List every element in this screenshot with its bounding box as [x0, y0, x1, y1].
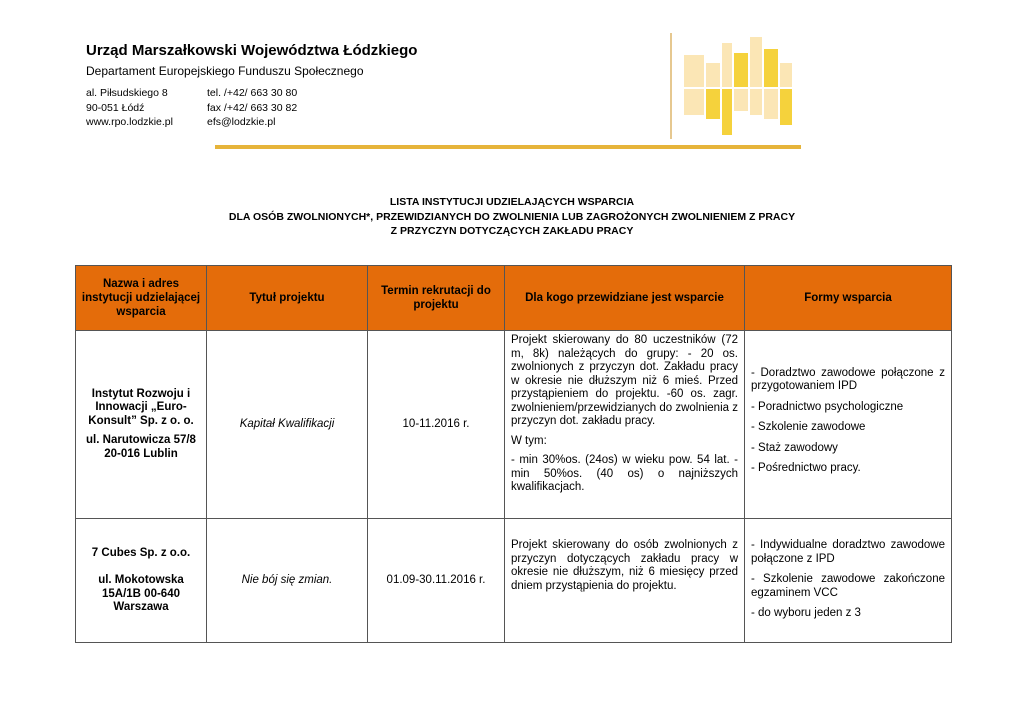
support-form-item: - do wyboru jeden z 3	[751, 607, 861, 619]
title-line-1: LISTA INSTYTUCJI UDZIELAJĄCYCH WSPARCIA	[389, 196, 635, 208]
support-forms-cell	[745, 519, 952, 643]
support-form-item: - Szkolenie zawodowe zakończone egzaminem VCC	[751, 573, 945, 599]
header-target-group: Dla kogo przewidziane jest wsparcie	[505, 266, 745, 331]
email-link[interactable]: efs@lodzkie.pl	[207, 116, 276, 128]
institution-cell	[76, 519, 207, 643]
support-form-item: - Szkolenie zawodowe	[751, 421, 866, 433]
target-group-cell	[505, 331, 745, 519]
institutions-table	[75, 265, 952, 643]
contact-block	[86, 86, 297, 130]
target-group-cell	[505, 519, 745, 643]
contact-row-city	[86, 101, 297, 116]
support-forms-cell	[745, 331, 952, 519]
contact-row-web	[86, 115, 297, 130]
fax: fax /+42/ 663 30 82	[207, 101, 298, 114]
support-form-item: - Doradztwo zawodowe połączone z przygotowaniem IPD	[751, 366, 945, 392]
table-row	[76, 519, 952, 643]
header-project-title: Tytuł projektu	[207, 266, 368, 331]
target-quotas: - min 30%os. (24os) w wieku pow. 54 lat. - min 50%os. (40 os) o najniższych kwalifikacjach.	[511, 454, 738, 493]
institution-address: ul. Mokotowska 15A/1B 00-640 Warszawa	[98, 574, 184, 613]
header-recruitment-date: Termin rekrutacji do projektu	[368, 266, 505, 331]
target-description: Projekt skierowany do osób zwolnionych z przyczyn dotyczących zakładu pracy w okresie nie dłuższym, niż 6 miesięcy przed dniem przystąpienia do projektu.	[511, 539, 738, 592]
institution-name: Instytut Rozwoju i Innowacji „Euro-Konsult” Sp. z o. o.	[88, 387, 194, 427]
support-form-item: - Staż zawodowy	[751, 441, 838, 454]
department-name: Departament Europejskiego Funduszu Społecznego	[86, 64, 364, 78]
logo-icon	[684, 33, 794, 139]
project-title: Kapitał Kwalifikacji	[207, 331, 368, 519]
table-header-row	[76, 266, 952, 331]
project-title: Nie bój się zmian.	[207, 519, 368, 643]
title-line-2: DLA OSÓB ZWOLNIONYCH*, PRZEWIDZIANYCH DO ZWOLNIENIA LUB ZAGROŻONYCH ZWOLNIENIEM Z PRACY	[228, 210, 796, 223]
support-form-item: - Poradnictwo psychologiczne	[751, 400, 904, 413]
header-institution: Nazwa i adres instytucji udzielającej wsparcia	[76, 266, 207, 331]
website-link[interactable]: www.rpo.lodzkie.pl	[86, 116, 173, 128]
support-form-item: - Pośrednictwo pracy.	[751, 462, 861, 474]
phone: tel. /+42/ 663 30 80	[207, 87, 298, 99]
institution-cell	[76, 331, 207, 519]
org-name: Urząd Marszałkowski Województwa Łódzkiego	[86, 42, 418, 59]
header-support-forms: Formy wsparcia	[745, 266, 952, 331]
target-including: W tym:	[511, 434, 547, 447]
recruitment-date: 10-11.2016 r.	[368, 331, 505, 519]
support-form-item: - Indywidualne doradztwo zawodowe połączone z IPD	[751, 539, 945, 565]
institution-name: 7 Cubes Sp. z o.o.	[91, 546, 191, 559]
document-title	[0, 195, 1024, 239]
target-description: Projekt skierowany do 80 uczestników (72 m, 8k) należących do grupy: - 20 os. zwolnionych z przyczyn dot. Zakładu pracy w okresie nie dłuższym niż 6 mieś. Przed przystąpieniem do projektu. -60 os. zagr. zwolnieniem/przewidzianych do zwolnienia z przyczyn dot. zakładu pracy.	[511, 334, 738, 427]
institution-address: ul. Narutowicza 57/8 20-016 Lublin	[86, 434, 196, 460]
street: al. Piłsudskiego 8	[86, 87, 168, 99]
header-divider-vertical	[670, 33, 672, 139]
title-line-3: Z PRZYCZYN DOTYCZĄCYCH ZAKŁADU PRACY	[390, 225, 634, 237]
table-row	[76, 331, 952, 519]
contact-row-address	[86, 86, 297, 101]
postal-city: 90-051 Łódź	[86, 101, 145, 114]
header-divider-horizontal	[215, 145, 801, 149]
recruitment-date: 01.09-30.11.2016 r.	[368, 519, 505, 643]
